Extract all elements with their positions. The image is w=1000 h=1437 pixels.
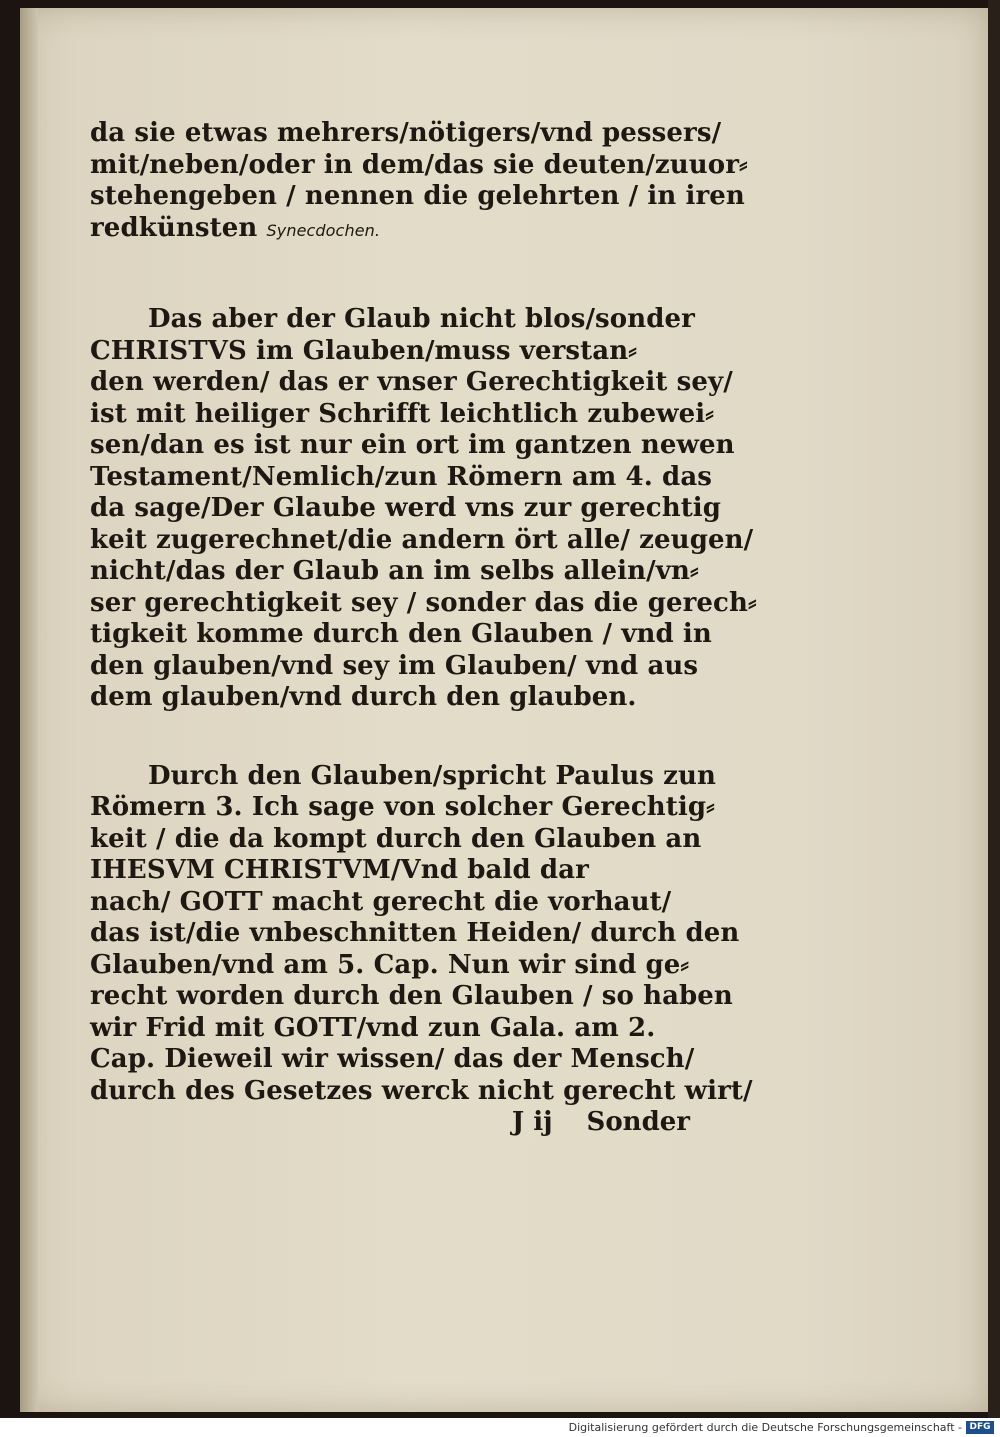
signature-mark: J ij <box>511 1107 553 1137</box>
text-line: mit/neben/oder in dem/das sie deuten/zuuor⸗ <box>90 149 748 180</box>
page-gutter <box>20 8 38 1412</box>
latin-term: Synecdochen. <box>266 220 381 240</box>
text-line-start: redkünsten <box>90 212 258 243</box>
text-line: Cap. Dieweil wir wissen/ das der Mensch/ <box>90 1044 695 1074</box>
text-line: da sage/Der Glaube werd vns zur gerechtig <box>90 493 722 523</box>
text-line: da sie etwas mehrers/nötigers/vnd pessers/ <box>90 118 722 148</box>
text-line: nach/ GOTT macht gerecht die vorhaut/ <box>90 886 672 917</box>
text-line: Glauben/vnd am 5. Cap. Nun wir sind ge⸗ <box>90 949 690 980</box>
dfg-logo[interactable]: DFG <box>966 1421 994 1434</box>
text-line: CHRISTVS im Glauben/muss verstan⸗ <box>90 335 637 366</box>
text-line: recht worden durch den Glauben / so haben <box>90 981 733 1011</box>
text-line: Testament/Nemlich/zun Römern am 4. das <box>90 461 713 492</box>
text-line: den glauben/vnd sey im Glauben/ vnd aus <box>90 650 699 681</box>
page-text <box>90 118 757 1139</box>
text-line: ist mit heiliger Schrifft leichtlich zubewei⸗ <box>90 398 715 429</box>
text-line: ser gerechtigkeit sey / sonder das die gerech⸗ <box>90 587 757 618</box>
catchline <box>90 1107 690 1139</box>
text-line: dem glauben/vnd durch den glauben. <box>90 682 637 712</box>
text-line: durch des Gesetzes werck nicht gerecht wirt/ <box>90 1075 753 1106</box>
text-line: nicht/das der Glaub an im selbs allein/vn⸗ <box>90 556 699 586</box>
text-line: keit zugerechnet/die andern ört alle/ zeugen/ <box>90 524 754 555</box>
text-line: sen/dan es ist nur ein ort im gantzen newen <box>90 430 735 460</box>
text-line: Römern 3. Ich sage von solcher Gerechtig⸗ <box>90 792 715 822</box>
text-line: den werden/ das er vnser Gerechtigkeit sey/ <box>90 367 733 397</box>
footer-bar <box>0 1418 1000 1437</box>
text-line: wir Frid mit GOTT/vnd zun Gala. am 2. <box>90 1012 656 1043</box>
paragraph-3 <box>90 760 753 1108</box>
text-line: IHESVM CHRISTVM/Vnd bald dar <box>90 855 589 885</box>
text-line: Das aber der Glaub nicht blos/sonder <box>148 304 695 334</box>
text-line: keit / die da kompt durch den Glauben an <box>90 823 702 854</box>
paragraph-2 <box>90 304 757 714</box>
scan-edge-strip <box>988 0 1000 1418</box>
text-line <box>90 213 690 247</box>
catchword: Sonder <box>586 1107 690 1137</box>
text-line: stehengeben / nennen die gelehrten / in iren <box>90 181 745 211</box>
paragraph-1 <box>90 118 748 246</box>
text-line: Durch den Glauben/spricht Paulus zun <box>148 760 716 791</box>
funding-credit: Digitalisierung gefördert durch die Deutsche Forschungsgemeinschaft - <box>568 1421 962 1434</box>
text-line: das ist/die vnbeschnitten Heiden/ durch den <box>90 918 740 948</box>
text-line: tigkeit komme durch den Glauben / vnd in <box>90 619 712 649</box>
